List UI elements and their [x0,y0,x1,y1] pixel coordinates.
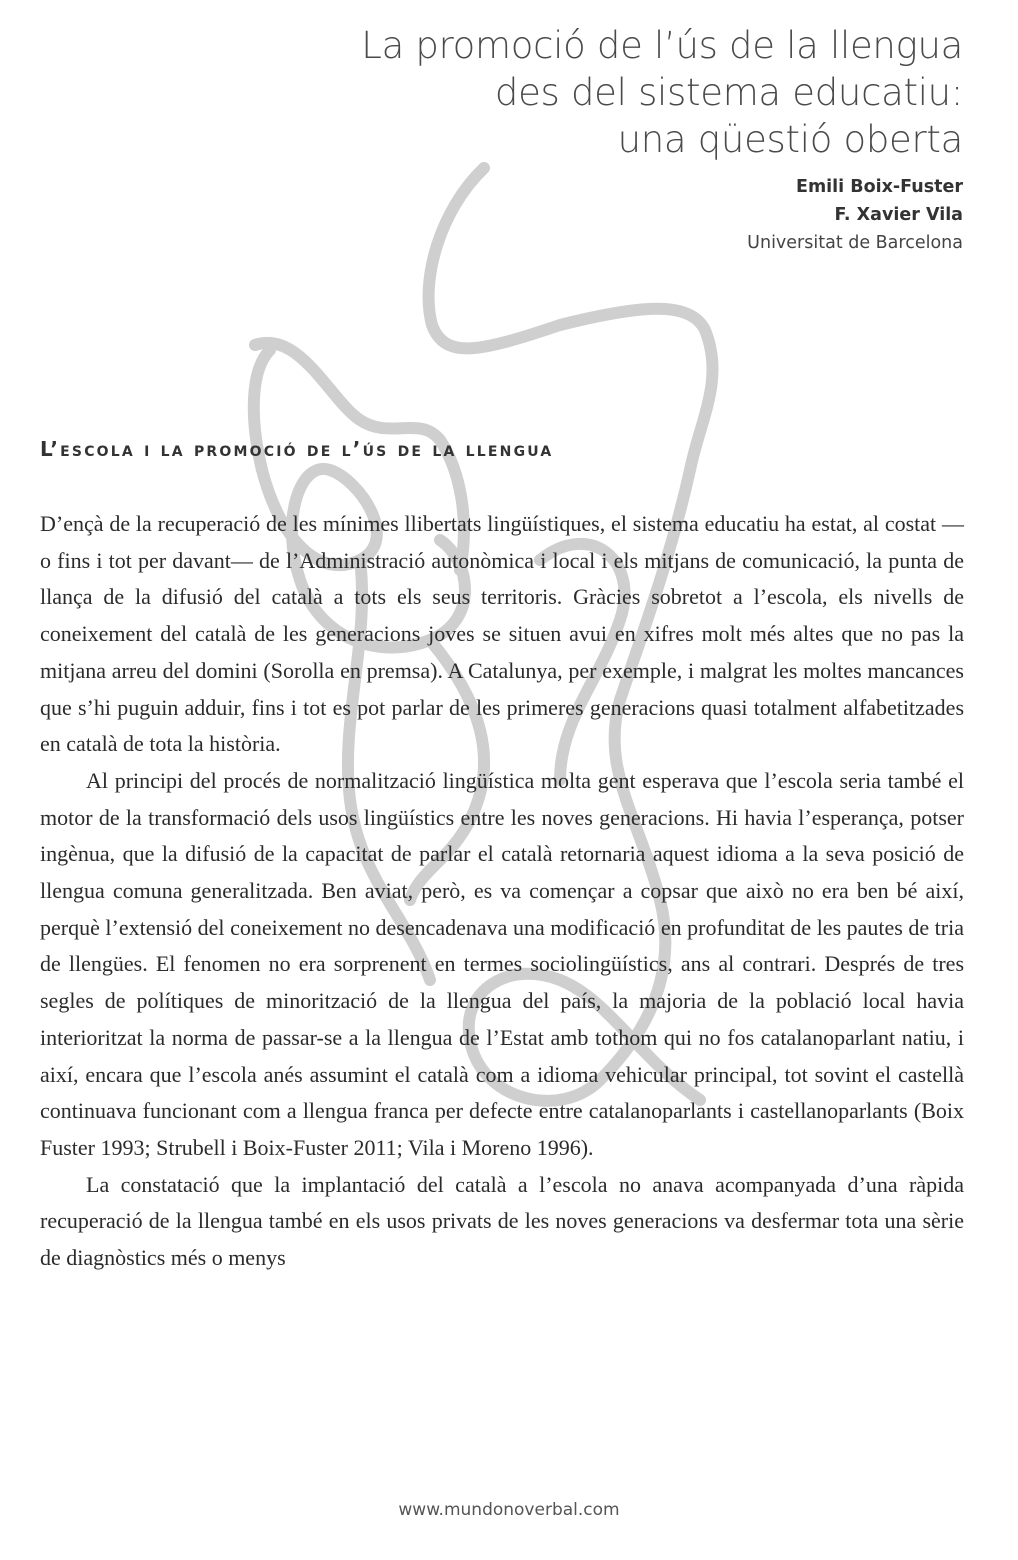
body-paragraph: Al principi del procés de normalització lingüística molta gent esperava que l’escola seria també el motor de la transformació dels usos lingüístics entre les noves generacions. Hi havia l’esperança, potser ingènua, que la difusió de la capacitat de parlar el català retornaria aquest idioma a la seva posició de llengua comuna generalitzada. Ben aviat, però, es va començar a copsar que això no era ben bé així, perquè l’extensió del coneixement no desencadenava una modificació en profunditat de les pautes de tria de llengües. El fenomen no era sorprenent en termes sociolingüístics, ans al contrari. Després de tres segles de polítiques de minorització de la llengua del país, la majoria de la població local havia interioritzat la norma de passar-se a la llengua de l’Estat amb tothom qui no fos catalanoparlant natiu, i així, encara que l’escola anés assumint el català com a idioma vehicular principal, tot sovint el castellà continuava funcionant com a llengua franca per defecte entre catalanoparlants i castellanoparlants (Boix Fuster 1993; Strubell i Boix-Fuster 2011; Vila i Moreno 1996). [40,767,964,1160]
site-watermark-url: www.mundonoverbal.com [398,1500,620,1520]
body-paragraph: D’ençà de la recuperació de les mínimes llibertats lingüístiques, el sistema educatiu ha estat, al costat —o fins i tot per davant— de l’Administració autonòmica i local i els mitjans de comunicació, la punta de llança de la difusió del català a tots els seus territoris. Gràcies sobretot a l’escola, els nivells de coneixement del català de les generacions joves se situen avui en xifres molt més altes que no pas la mitjana arreu del domini (Sorolla en premsa). A Catalunya, per exemple, i malgrat les moltes mancances que s’hi puguin adduir, fins i tot es pot parlar de les primeres generacions quasi totalment alfabetitzades en català de tota la història. [40,511,964,757]
article-title-line-3: una qüestió oberta [617,118,963,161]
author-affiliation: Universitat de Barcelona [747,233,963,253]
article-header [361,22,963,257]
author-name: Emili Boix-Fuster [795,177,963,197]
author-name: F. Xavier Vila [834,205,963,225]
article-title-line-1: La promoció de l’ús de la llengua [361,24,963,67]
author-list [361,173,963,257]
article-body [40,506,964,1277]
body-paragraph: La constatació que la implantació del català a l’escola no anava acompanyada d’una ràpida recuperació de la llengua també en els usos privats de les noves generacions va desfermar tota una sèrie de diagnòstics més o menys [40,1171,964,1271]
article-title-line-2: des del sistema educatiu: [494,71,963,114]
section-heading: L’escola i la promoció de l’ús de la llengua [40,437,554,461]
